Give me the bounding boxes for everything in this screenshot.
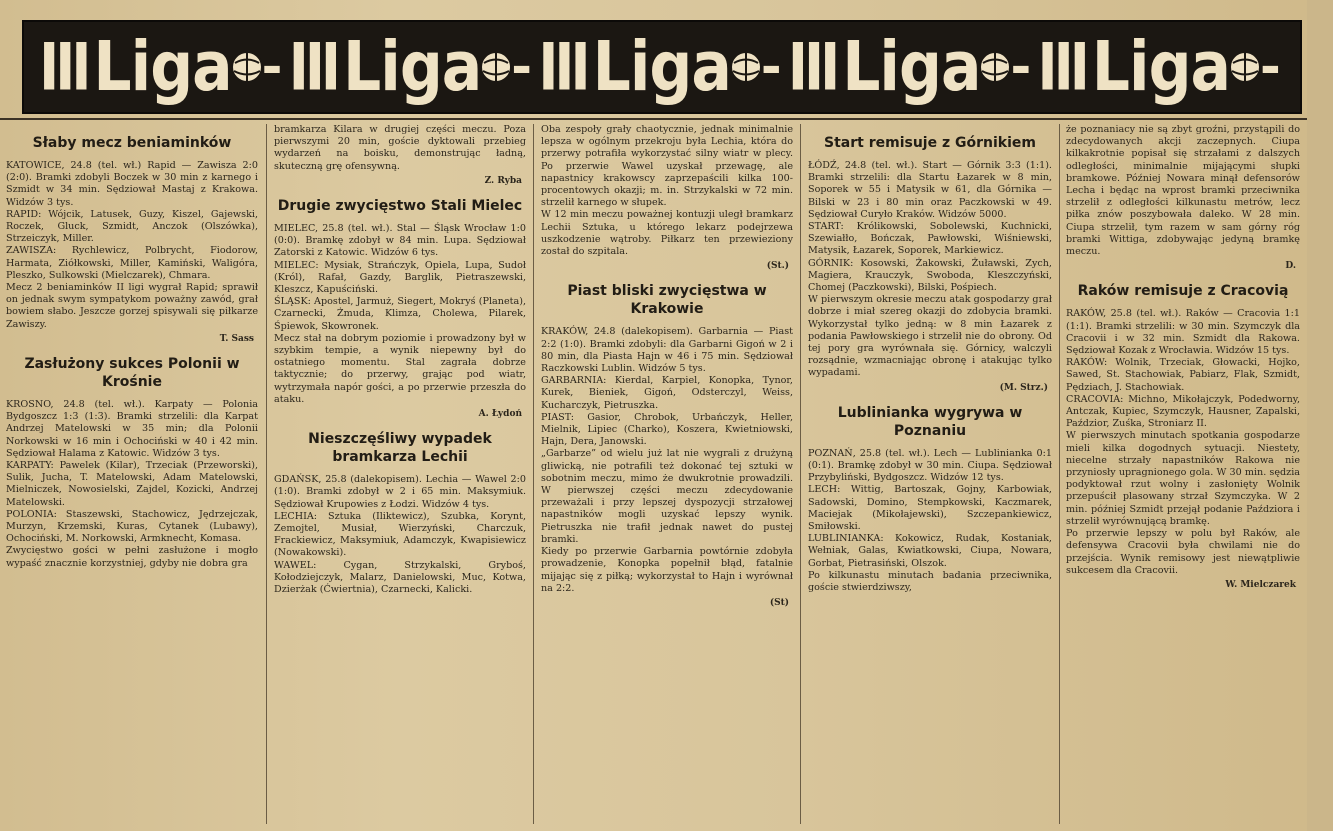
third-league-banner <box>22 20 1302 114</box>
article-text: Po przerwie lepszy w polu był Raków, ale defensywa Cracovii była chwilami nie do przejścia. Wynik remisowy jest niewątpliwie sukcesem dla Cracovii. <box>1066 528 1300 576</box>
article-text: „Garbarze” od wielu już lat nie wygrali z drużyną gliwicką, nie potrafili też dokonać tej sztuki w sobotnim meczu, mimo że dwukrotnie prowadzili. W pierwszej części meczu zdecydowanie przeważali i przy lepszej dyspozycji strzałowej napastników mogli uzyskać lepszy wynik. Pietruszka nie trafił jednak nawet do pustej bramki. <box>541 448 793 545</box>
byline: (St) <box>769 597 789 608</box>
article-text: Oba zespoły grały chaotycznie, jednak minimalnie lepsza w ogólnym przekroju była Lechia, która do przerwy potrafiła wykorzystać silny wiatr w plecy. Po przerwie Wawel uzyskał przewagę, ale napastnicy krakowscy zaprzepaścili kilka 100-procentowych okazji; m. in. Strzykalski w 72 min. strzelił karnego w słupek. <box>541 124 793 209</box>
headline: Lublinianka wygrywa w Poznaniu <box>837 404 1023 439</box>
article-text: bramkarza Kilara w drugiej części meczu. Poza pierwszymi 20 min, goście dyktowali przebieg wydarzeń na boisku, demonstrując ładną, skuteczną grę ofensywną. <box>274 124 526 172</box>
banner-dash: - <box>261 38 283 96</box>
article-text: W pierwszych minutach spotkania gospodarze mieli kilka dogodnych sytuacji. Niestety, niecelne strzały napastników Rakowa nie przyniosły upragnionego gola. W 30 min. sędzia podyktował rzut wolny i zasłonięty Wolnik przepuścił plasowany strzał Szymczyka. W 2 min. później Szmidt przejął podanie Paździora i strzelił wyrównującą bramkę. <box>1066 430 1300 527</box>
lineup-text: START: Królikowski, Sobolewski, Kuchnicki, Szewiałło, Bończak, Pawłowski, Wiśniewski, Matysik, Łazarek, Soporek, Markiewicz. <box>808 221 1052 257</box>
lineup-text: PIAST: Gasior, Chrobok, Urbańczyk, Heller, Mielnik, Lipiec (Charko), Koszera, Kwietniowski, Hajn, Dera, Janowski. <box>541 411 793 448</box>
banner-roman-numeral: III <box>288 29 338 105</box>
lineup-text: WAWEL: Cygan, Strzykalski, Gryboś, Kołodziejczyk, Malarz, Danielowski, Muc, Kotwa, Dzierżak (Ćwiertnia), Czarnecki, Kalicki. <box>274 559 526 596</box>
banner-word: Liga <box>842 26 981 108</box>
byline: (M. Strz.) <box>999 382 1048 393</box>
byline: A. Łydoń <box>478 409 522 420</box>
article-text: Mecz 2 beniaminków II ligi wygrał Rapid; sprawił on jednak swym sympatykom poważny zawód, grał bowiem słabo. Jeszcze gorzej spisywali się piłkarze Zawiszy. <box>6 282 258 330</box>
lineup-text: ZAWISZA: Rychlewicz, Polbrycht, Fiodorow, Harmata, Ziółkowski, Miller, Kamiński, Waligóra, Pleszko, Sulkowski (Mielczarek), Chmara. <box>6 245 258 281</box>
article-text: Po kilkunastu minutach badania przeciwnika, goście stwierdziwszy, <box>808 569 1052 594</box>
article-text: Zwycięstwo gości w pełni zasłużone i mogło wypaść znacznie korzystniej, gdyby nie dobra gra <box>6 545 258 569</box>
article-text: KROSNO, 24.8 (tel. wł.). Karpaty — Polonia Bydgoszcz 1:3 (1:3). Bramki strzelili: dla Karpat Andrzej Matelowski w 35 min; dla Polonii Norkowski w 16 min i Ochociński w 40 i 42 min. Sędziował Halama z Katowic. Widzów 3 tys. <box>6 399 258 459</box>
football-icon <box>1228 50 1262 84</box>
article-text: że poznaniacy nie są zbyt groźni, przystąpili do zdecydowanych akcji zaczepnych. Ciupa kilkakrotnie popisał się strzałami z dalszych odległości, minimalnie mijającymi słupki bramkowe. Później Nowara minął defensorów Lecha i będąc na wprost bramki przeciwnika strzelił z odległości kilkunastu metrów, lecz piłka znów poszybowała daleko. W 28 min. Ciupa strzelił, tym razem w sam górny róg bramki Wittiga, zdobywając jedyną bramkę meczu. <box>1066 124 1300 258</box>
banner-dash: - <box>1010 38 1032 96</box>
article-text: KATOWICE, 24.8 (tel. wł.) Rapid — Zawisza 2:0 (2:0). Bramki zdobyli Boczek w 30 min z karnego i Szmidt w 34 min. Sędziował Mastaj z Krakowa. Widzów 3 tys. <box>6 160 258 208</box>
banner-dash: - <box>760 38 782 96</box>
article-text: POZNAŃ, 25.8 (tel. wł.). Lech — Lublinianka 0:1 (0:1). Bramkę zdobył w 30 min. Ciupa. Sędziował Przybyliński, Bydgoszcz. Widzów 12 tys. <box>808 447 1052 484</box>
headline: Nieszczęśliwy wypadek bramkarza Lechii <box>308 431 492 466</box>
byline: W. Mielczarek <box>1225 579 1296 590</box>
banner-dash: - <box>1260 38 1281 96</box>
article-text: KRAKÓW, 24.8 (dalekopisem). Garbarnia — Piast 2:2 (1:0). Bramki zdobyli: dla Garbarni Gigoń w 2 i 80 min, dla Piasta Hajn w 46 i 75 min. Sędziował Raczkowski Lublin. Widzów 5 tys. <box>541 326 793 375</box>
lineup-text: POLONIA: Staszewski, Stachowicz, Jędrzejczak, Murzyn, Krzemski, Kuras, Cytanek (Lubawy), Ochociński, M. Norkowski, Armknecht, Komasa. <box>6 508 258 545</box>
byline: Z. Ryba <box>484 175 522 186</box>
byline: D. <box>1285 261 1296 272</box>
byline: (St.) <box>766 261 789 272</box>
article-text: RAKÓW, 25.8 (tel. wł.). Raków — Cracovia 1:1 (1:1). Bramki strzelili: w 30 min. Szymczyk dla Cracovii i w 32 min. Szmidt dla Rakowa. Sędziował Kozak z Wrocławia. Widzów 15 tys. <box>1066 308 1300 357</box>
article-text: Mecz stał na dobrym poziomie i prowadzony był w szybkim tempie, a wynik niepewny był do ostatniego momentu. Stal zagrała dobrze taktycznie; do przerwy, grając pod wiatr, wytrzymała napór gości, a po przerwie przeszła do ataku. <box>274 332 526 405</box>
lineup-text: LECH: Wittig, Bartoszak, Gojny, Karbowiak, Sadowski, Domino, Stempkowski, Kaczmarek, Maciejak (Mikołajewski), Szczepankiewicz, Smiłowski. <box>808 484 1052 533</box>
column-2 <box>274 124 526 829</box>
lineup-text: MIELEC: Mysiak, Strańczyk, Opiela, Lupa, Sudoł (Król), Rafał, Gazdy, Barglik, Pietraszewski, Kleszcz, Kapuściński. <box>274 259 526 296</box>
lineup-text: KARPATY: Pawelek (Kilar), Trzeciak (Przeworski), Sulik, Jucha, T. Matelowski, Adam Matelowski, Mielniczek, Nowosielski, Zajdel, Kozicki, Andrzej Matelowski. <box>6 460 258 508</box>
banner-dash: - <box>511 38 533 96</box>
adjacent-page-edge <box>1307 0 1333 831</box>
football-icon <box>230 50 264 84</box>
article-text: ŁÓDŹ, 24.8 (tel. wł.). Start — Górnik 3:3 (1:1). Bramki strzelili: dla Startu Łazarek w 8 min, Soporek w 55 i Matysik w 61, dla Górnika — Bilski w 23 i 80 min oraz Paczkowski w 49. Sędziował Curyło Kraków. Widzów 5000. <box>808 160 1052 220</box>
football-icon <box>479 50 513 84</box>
banner-segment <box>1037 26 1285 108</box>
lineup-text: ŚLĄSK: Apostel, Jarmuż, Siegert, Mokryś (Planeta), Czarnecki, Żmuda, Klimza, Cholewa, Pilarek, Śpiewok, Skowronek. <box>274 296 526 332</box>
banner-roman-numeral: III <box>39 29 88 105</box>
column-3 <box>541 124 793 829</box>
lineup-text: GÓRNIK: Kosowski, Żakowski, Żuławski, Zych, Magiera, Krauczyk, Swoboda, Kleszczyński, Chomej (Paczkowski), Bilski, Pośpiech. <box>808 257 1052 294</box>
football-icon <box>978 50 1012 84</box>
banner-word: Liga <box>343 26 482 108</box>
headline: Raków remisuje z Cracovią <box>1077 283 1289 300</box>
banner-roman-numeral: III <box>1037 29 1086 105</box>
banner-word: Liga <box>592 26 731 108</box>
column-rule <box>1059 124 1060 824</box>
column-1 <box>6 124 258 829</box>
column-5 <box>1066 124 1300 829</box>
banner-segment <box>787 26 1035 108</box>
lineup-text: CRACOVIA: Michno, Mikołajczyk, Podedworny, Antczak, Kupiec, Szymczyk, Hausner, Zapalski, Paździor, Zuśka, Stroniarz II. <box>1066 393 1300 430</box>
article-text: W 12 min meczu poważnej kontuzji uległ bramkarz Lechii Sztuka, u którego lekarz podejrzewa uszkodzenie wątroby. Piłkarz ten przewieziony został do szpitala. <box>541 209 793 258</box>
headline: Zasłużony sukces Polonii w Krośnie <box>24 356 240 391</box>
banner-word: Liga <box>1091 26 1231 108</box>
lineup-text: LUBLINIANKA: Kokowicz, Rudak, Kostaniak, Wełniak, Galas, Kwiatkowski, Ciupa, Nowara, Gorbat, Pietrasiński, Olszok. <box>808 533 1052 569</box>
banner-roman-numeral: III <box>787 29 837 105</box>
banner-segment <box>288 26 536 108</box>
byline: T. Sass <box>219 333 254 344</box>
column-rule <box>800 124 801 824</box>
column-rule <box>533 124 534 824</box>
headline: Piast bliski zwycięstwa w Krakowie <box>567 283 767 318</box>
lineup-text: GARBARNIA: Kierdal, Karpiel, Konopka, Tynor, Kurek, Bieniek, Gigoń, Odsterczyl, Weiss, Kucharczyk, Pietruszka. <box>541 375 793 411</box>
lineup-text: LECHIA: Sztuka (Iliktewicz), Szubka, Korynt, Zemojtel, Musiał, Wierzyński, Charczuk, Frackiewicz, Maksymiuk, Adamczyk, Kwapisiewicz (Nowakowski). <box>274 510 526 559</box>
banner-word: Liga <box>93 26 232 108</box>
lineup-text: RAKÓW: Wolnik, Trzeciak, Głowacki, Hojko, Sawed, St. Stachowiak, Pabiarz, Flak, Szmidt, Pędziach, J. Stachowiak. <box>1066 357 1300 393</box>
article-text: GDAŃSK, 25.8 (dalekopisem). Lechia — Wawel 2:0 (1:0). Bramki zdobył w 2 i 65 min. Maksymiuk. Sędziował Krupowies z Łodzi. Widzów 4 tys. <box>274 474 526 510</box>
headline: Start remisuje z Górnikiem <box>824 135 1036 151</box>
article-text: W pierwszym okresie meczu atak gospodarzy grał dobrze i miał szereg okazji do zdobycia bramki. Wykorzystał tylko jedną: w 8 min Łazarek z podania Pawłowskiego i strzelił nie do obrony. Od tej pory gra wyrównała się. Górnicy, walczyli rozsądnie, wzmacniając obronę i atakując tylko wypadami. <box>808 294 1052 379</box>
banner-segment <box>538 26 785 108</box>
banner-roman-numeral: III <box>538 29 587 105</box>
football-icon <box>729 50 763 84</box>
headline: Słaby mecz beniaminków <box>32 135 232 151</box>
article-text: MIELEC, 25.8 (tel. wł.). Stal — Śląsk Wrocław 1:0 (0:0). Bramkę zdobył w 84 min. Lupa. Sędziował Zatorski z Katowic. Widzów 6 tys. <box>274 223 526 259</box>
lineup-text: RAPID: Wójcik, Latusek, Guzy, Kiszel, Gajewski, Roczek, Gluck, Szmidt, Anczok (Olszówka), Strzeiczyk, Miller. <box>6 208 258 245</box>
article-text: Kiedy po przerwie Garbarnia powtórnie zdobyła prowadzenie, Konopka popełnił błąd, fatalnie mijając się z piłką; wykorzystał to Hajn i wyrównał na 2:2. <box>541 546 793 594</box>
banner-rule <box>0 118 1333 120</box>
column-4 <box>808 124 1052 829</box>
headline: Drugie zwycięstwo Stali Mielec <box>277 198 523 215</box>
column-rule <box>266 124 267 824</box>
banner-segment <box>39 26 286 108</box>
